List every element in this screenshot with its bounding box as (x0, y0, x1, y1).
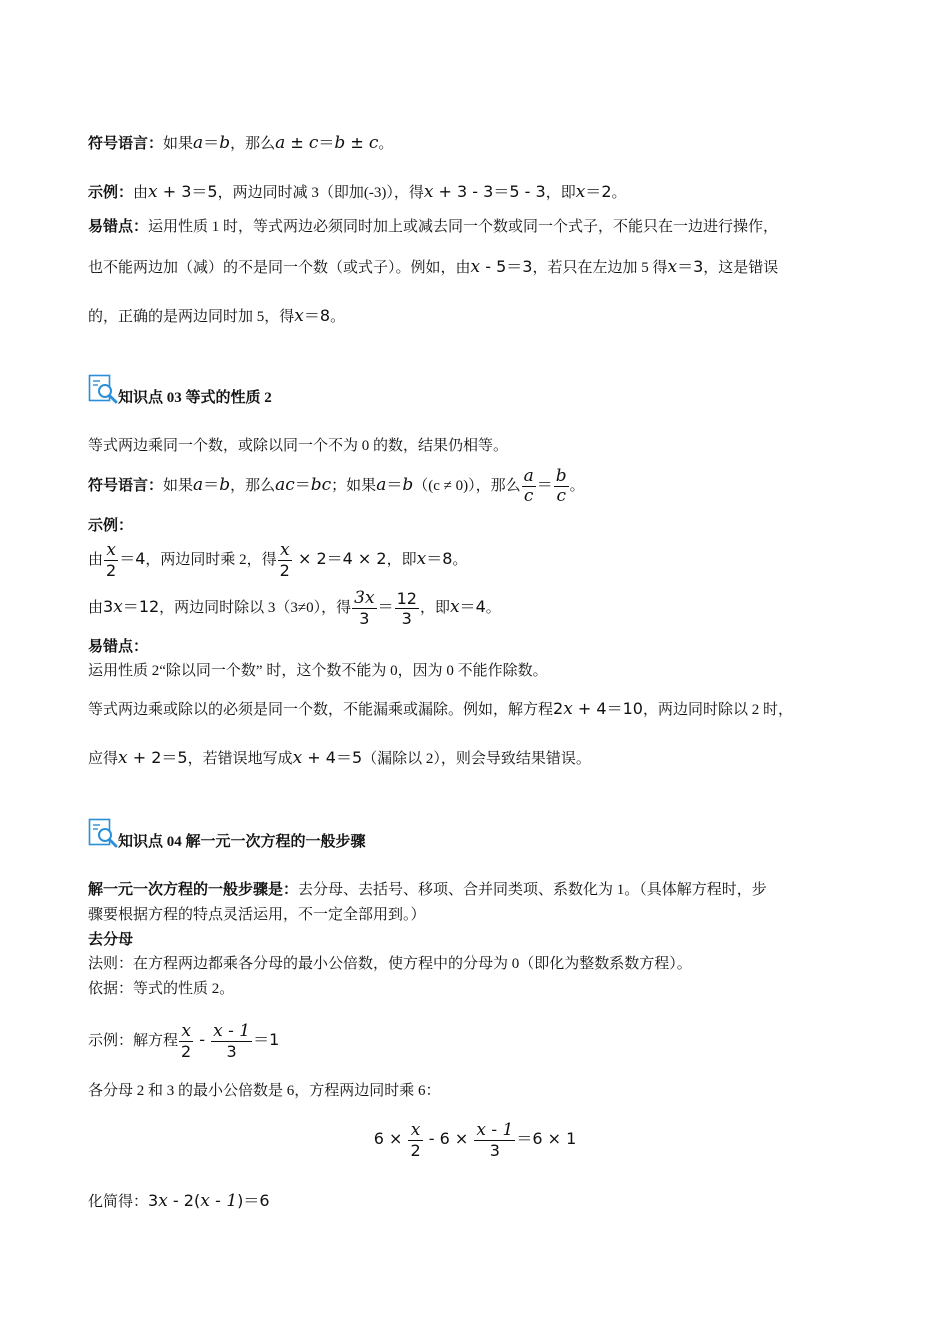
error-label: 易错点： (88, 219, 149, 235)
fraction: $\frac{x}{2}$ (181, 1021, 192, 1062)
fraction: $\frac{x - 1}{3}$ (476, 1120, 514, 1161)
steps-line2: 骤要根据方程的特点灵活运用，不一定全部用到。） (88, 907, 426, 923)
rule-text: 法则：在方程两边都乘各分母的最小公倍数，使方程中的分母为 0（即化为整数系数方程）。 (88, 956, 692, 972)
symbol-label: 符号语言： (88, 478, 164, 494)
basis-text: 依据：等式的性质 2。 (88, 981, 235, 997)
lcm-text: 各分母 2 和 3 的最小公倍数是 6，方程两边同时乘 6： (88, 1083, 441, 1099)
error-point-2-line2: 等式两边乘或除以的必须是同一个数，不能漏乘或漏除。例如，解方程2x + 4＝10，两边同时除以 2 时， (88, 699, 793, 719)
fraction: $\frac{x - 1}{3}$ (213, 1021, 251, 1062)
error-point-1-line1: 易错点：运用性质 1 时，等式两边必须同时加上或减去同一个数或同一个式子，不能只在一边进行操作， (88, 219, 779, 235)
centered-equation: 6 × $\frac{x}{2}$ - 6 × $\frac{x - 1}{3}$ ＝6 × 1 (373, 1120, 577, 1161)
fraction: $\frac{x}{2}$ (410, 1120, 421, 1161)
example-label-2: 示例： (88, 518, 134, 534)
symbol-language-1: 符号语言：如果a＝b，那么a ± c＝b ± c。 (88, 133, 394, 153)
symbol-language-2: 符号语言：如果a＝b，那么ac＝bc；如果a＝b（(c ≠ 0)），那么 $\frac{a}{c}$ ＝ $\frac{b}{c}$ 。 (88, 466, 585, 507)
error-label-2: 易错点： (88, 639, 149, 655)
property-2-intro: 等式两边乘同一个数，或除以同一个不为 0 的数，结果仍相等。 (88, 438, 509, 454)
heading-title: 知识点 03 等式的性质 2 (118, 390, 272, 406)
fraction: $\frac{x}{2}$ (279, 540, 290, 581)
symbol-label: 符号语言： (88, 136, 164, 152)
example-2-1: 由 $\frac{x}{2}$ ＝4，两边同时乘 2，得 $\frac{x}{2}$ × 2＝4 × 2，即x＝8。 (88, 540, 468, 581)
fraction: $\frac{a}{c}$ (523, 466, 534, 507)
example-label: 示例： (88, 185, 134, 201)
fraction: $\frac{b}{c}$ (555, 466, 567, 507)
example-1: 示例：由x + 3＝5，两边同时减 3（即加(-3)），得x + 3 - 3＝5 - 3，即x＝2。 (88, 182, 627, 202)
error-point-1-line3: 的，正确的是两边同时加 5，得x＝8。 (88, 306, 346, 326)
sub-heading-remove-denominator: 去分母 (88, 932, 134, 948)
example-2-2: 由3x＝12，两边同时除以 3（3≠0），得 $\frac{3x}{3}$ ＝ $\frac{12}{3}$ ，即x＝4。 (88, 588, 501, 629)
error-point-2-line3: 应得x + 2＝5，若错误地写成x + 4＝5（漏除以 2），则会导致结果错误。 (88, 748, 591, 768)
heading-title: 知识点 04 解一元一次方程的一般步骤 (118, 834, 366, 850)
fraction: $\frac{x}{2}$ (106, 540, 117, 581)
error-point-1-line2: 也不能两边加（减）的不是同一个数（或式子）。例如，由x - 5＝3，若只在左边加 5 得x＝3，这是错误 (88, 257, 779, 277)
steps-line1: 解一元一次方程的一般步骤是：去分母、去括号、移项、合并同类项、系数化为 1。（具体解方程时，步 (88, 882, 767, 898)
error-point-2-line1: 运用性质 2“除以同一个数” 时，这个数不能为 0，因为 0 不能作除数。 (88, 663, 548, 679)
knowledge-point-icon (88, 374, 118, 404)
example-3: 示例：解方程 $\frac{x}{2}$ - $\frac{x - 1}{3}$ ＝1 (88, 1021, 280, 1062)
fraction: $\frac{12}{3}$ (396, 589, 417, 629)
fraction: $\frac{3x}{3}$ (354, 588, 375, 629)
knowledge-point-icon (88, 818, 118, 848)
simplify-line: 化简得：3x - 2(x - 1)＝6 (88, 1191, 270, 1211)
